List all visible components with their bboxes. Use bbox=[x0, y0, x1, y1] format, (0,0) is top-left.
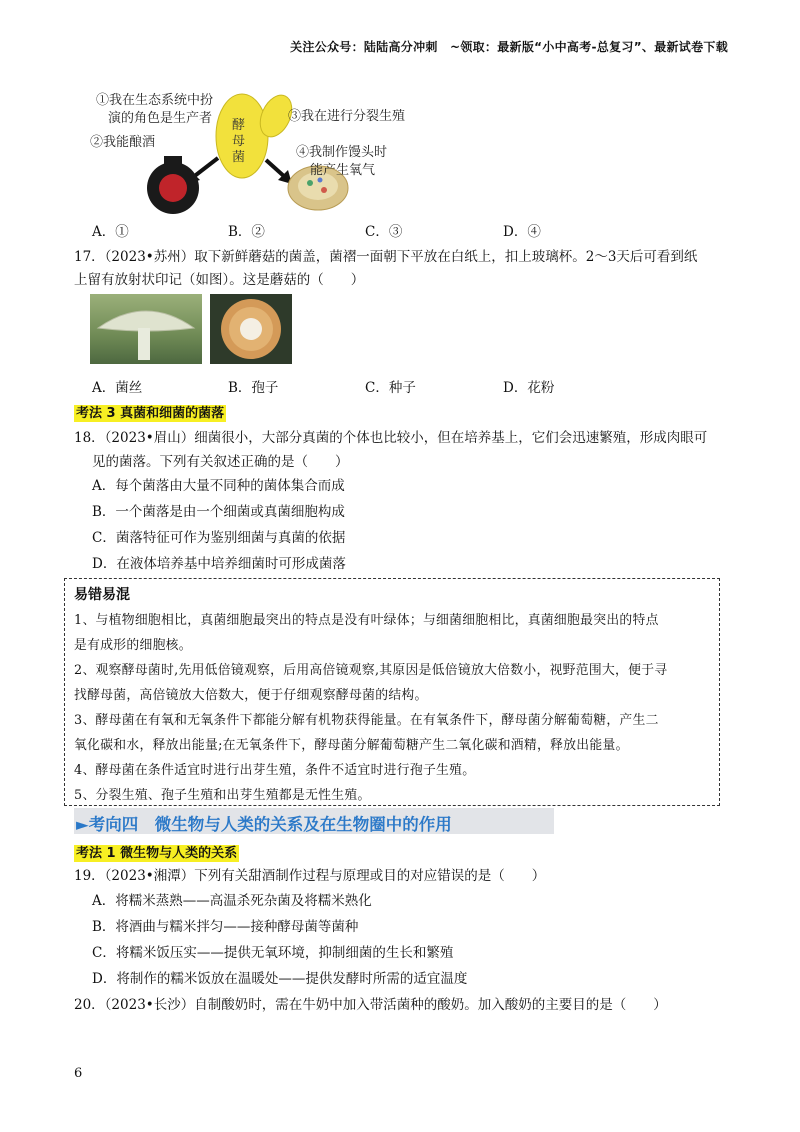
q19-option-c: C．将糯米饭压实——提供无氧环境，抑制细菌的生长和繁殖 bbox=[92, 945, 454, 961]
mistakes-line-3: 2、观察酵母菌时,先用低倍镜观察，后用高倍镜观察,其原因是低倍镜放大倍数小，视野范围大，便于寻 bbox=[74, 663, 668, 678]
page-number: 6 bbox=[74, 1066, 83, 1081]
yeast-label-1-line1: ①我在生态系统中扮 bbox=[96, 93, 214, 108]
yeast-label-4-line1: ④我制作馒头时 bbox=[296, 145, 388, 160]
q19-option-a: A．将糯米蒸熟——高温杀死杂菌及将糯米熟化 bbox=[92, 893, 372, 909]
q18-option-b: B．一个菌落是由一个细菌或真菌细胞构成 bbox=[92, 504, 345, 520]
yeast-label-1-line2: 演的角色是生产者 bbox=[108, 111, 213, 126]
arrow-left-icon bbox=[192, 158, 218, 178]
yeast-text: 酵母菌 bbox=[232, 118, 246, 165]
q17-option-a: A．菌丝 bbox=[92, 380, 143, 396]
yeast-label-4-line2: 能产生氧气 bbox=[310, 163, 376, 178]
spore-print-photo bbox=[210, 294, 292, 364]
q20-stem: 20．（2023•长沙）自制酸奶时，需在牛奶中加入带活菌种的酸奶。加入酸奶的主要目的是（ ） bbox=[74, 997, 667, 1013]
q19-option-d: D．将制作的糯米饭放在温暖处——提供发酵时所需的适宜温度 bbox=[92, 971, 468, 987]
mistakes-line-1: 1、与植物细胞相比，真菌细胞最突出的特点是没有叶绿体；与细菌细胞相比，真菌细胞最突出的特点 bbox=[74, 613, 659, 628]
mushroom-icon bbox=[90, 294, 202, 364]
kaofa3-label: 考法 3 真菌和细菌的菌落 bbox=[76, 406, 225, 421]
mistakes-line-8: 5、分裂生殖、孢子生殖和出芽生殖都是无性生殖。 bbox=[74, 788, 371, 803]
q18-stem-line1: 18．（2023•眉山）细菌很小，大部分真菌的个体也比较小，但在培养基上，它们会迅速繁殖，形成肉眼可 bbox=[74, 430, 708, 446]
q18-option-a: A．每个菌落由大量不同种的菌体集合而成 bbox=[92, 478, 345, 494]
q17-option-c: C．种子 bbox=[365, 380, 416, 396]
kaofa1-label: 考法 1 微生物与人类的关系 bbox=[76, 846, 238, 861]
q17-stem-line1: 17．（2023•苏州）取下新鲜蘑菇的菌盖，菌褶一面朝下平放在白纸上，扣上玻璃杯。2～3天后可看到纸 bbox=[74, 249, 698, 265]
q16-option-d: D．④ bbox=[503, 224, 541, 240]
mistakes-line-4: 找酵母菌，高倍镜放大倍数大，便于仔细观察酵母菌的结构。 bbox=[74, 688, 428, 703]
q16-option-c: C．③ bbox=[365, 224, 403, 240]
q16-option-b: B．② bbox=[228, 224, 265, 240]
mistakes-line-6: 氧化碳和水，释放出能量;在无氧条件下，酵母菌分解葡萄糖产生二氧化碳和酒精，释放出能量。 bbox=[74, 738, 629, 753]
yeast-figure bbox=[90, 88, 420, 218]
q17-option-b: B．孢子 bbox=[228, 380, 279, 396]
q17-stem-line2: 上留有放射状印记（如图）。这是蘑菇的（ ） bbox=[74, 272, 365, 288]
q19-stem: 19．（2023•湘潭）下列有关甜酒制作过程与原理或目的对应错误的是（ ） bbox=[74, 868, 546, 884]
q17-option-d: D．花粉 bbox=[503, 380, 555, 396]
q19-option-b: B．将酒曲与糯米拌匀——接种酵母菌等菌种 bbox=[92, 919, 359, 935]
page-header: 关注公众号：陆陆高分冲刺 ~领取：最新版“小中高考-总复习”、最新试卷下载 bbox=[290, 40, 728, 54]
q18-option-c: C．菌落特征可作为鉴别细菌与真菌的依据 bbox=[92, 530, 346, 546]
yeast-label-3: ③我在进行分裂生殖 bbox=[288, 109, 406, 124]
mushroom-photo bbox=[90, 294, 202, 364]
spore-print-icon bbox=[210, 294, 292, 364]
mistakes-line-2: 是有成形的细胞核。 bbox=[74, 638, 192, 653]
section-heading: ►考向四 微生物与人类的关系及在生物圈中的作用 bbox=[76, 815, 452, 834]
yeast-label-2: ②我能酿酒 bbox=[90, 135, 156, 150]
q18-option-d: D．在液体培养基中培养细菌时可形成菌落 bbox=[92, 556, 346, 572]
mistakes-line-5: 3、酵母菌在有氧和无氧条件下都能分解有机物获得能量。在有氧条件下，酵母菌分解葡萄糖，产生二 bbox=[74, 713, 659, 728]
q16-option-a: A．① bbox=[92, 224, 129, 240]
q18-stem-line2: 见的菌落。下列有关叙述正确的是（ ） bbox=[92, 454, 349, 470]
mistakes-title: 易错易混 bbox=[74, 587, 130, 603]
mistakes-line-7: 4、酵母菌在条件适宜时进行出芽生殖，条件不适宜时进行孢子生殖。 bbox=[74, 763, 476, 778]
